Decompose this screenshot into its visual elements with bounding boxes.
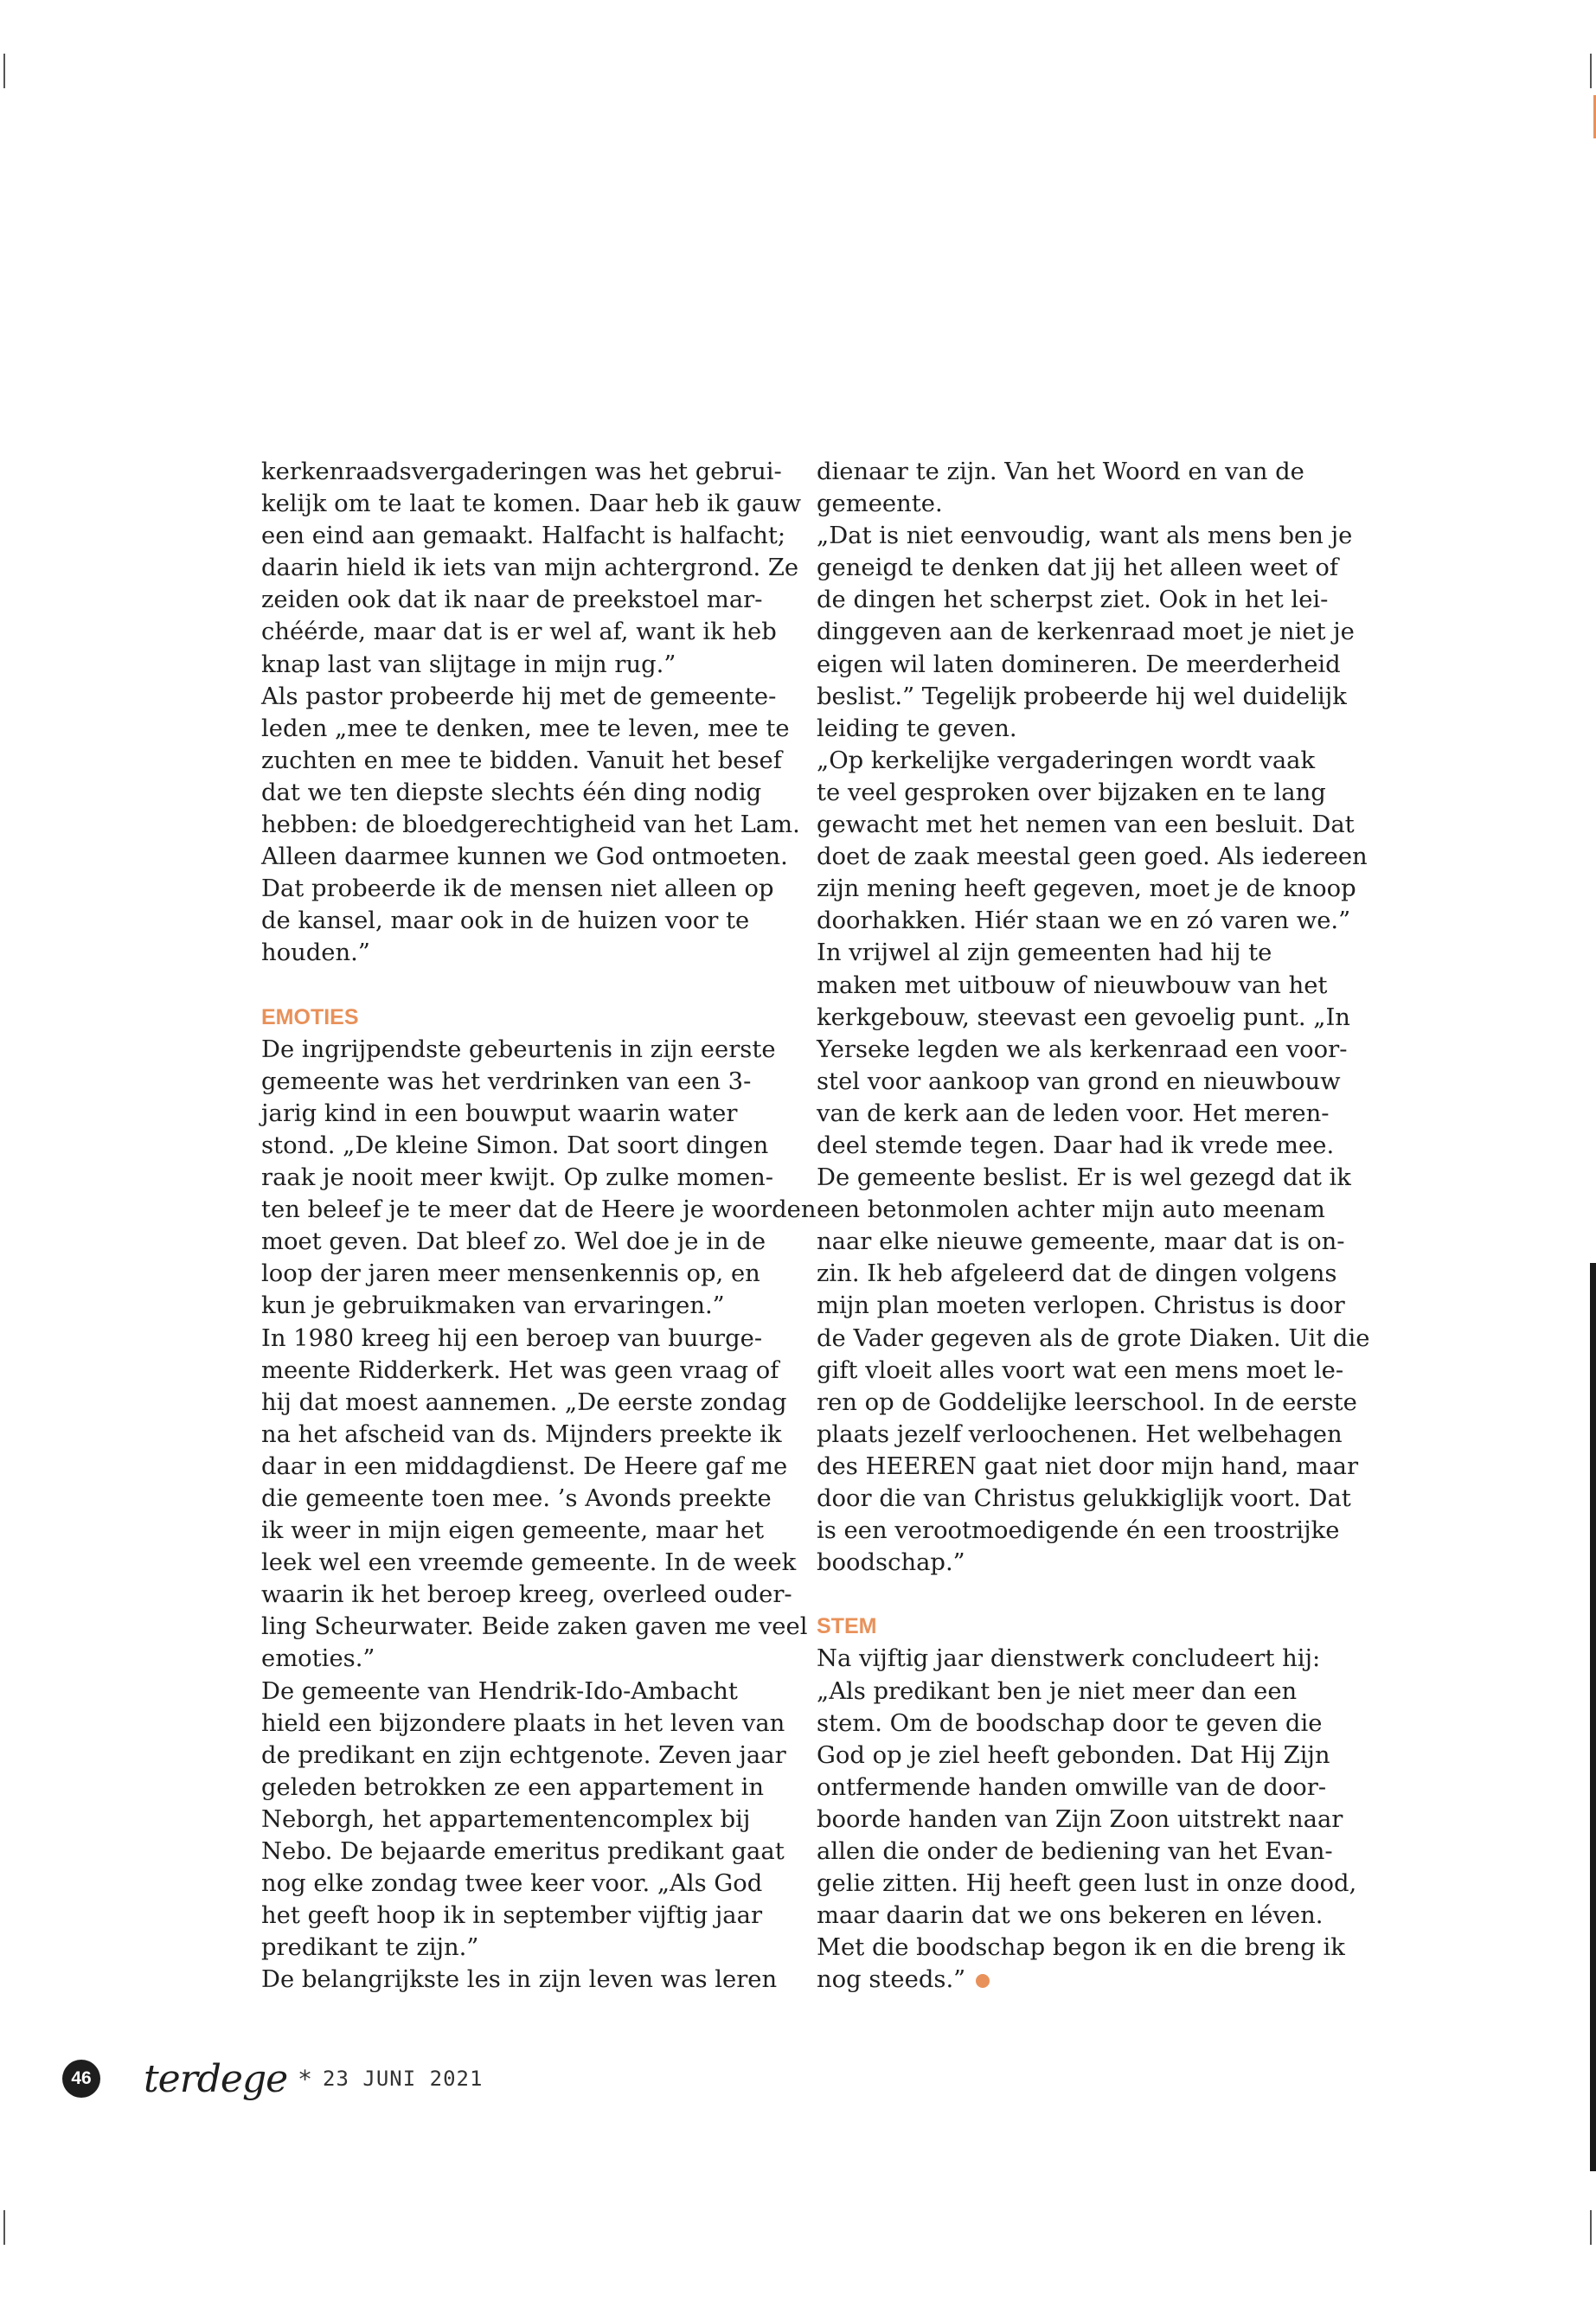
text-line: daarin hield ik iets van mijn achtergrond. Ze — [261, 554, 799, 582]
text-line: chéérde, maar dat is er wel af, want ik heb — [261, 619, 777, 646]
text-line: boorde handen van Zijn Zoon uitstrekt naar — [817, 1805, 1343, 1833]
text-line: geleden betrokken ze een appartement in — [261, 1773, 764, 1801]
text-line: „Op kerkelijke vergaderingen wordt vaak — [817, 747, 1316, 774]
text-line: „Dat is niet eenvoudig, want als mens ben je — [817, 522, 1353, 550]
text-line: de Vader gegeven als de grote Diaken. Uit die — [817, 1324, 1370, 1352]
text-line: dienaar te zijn. Van het Woord en van de — [817, 458, 1304, 485]
text-line: In vrijwel al zijn gemeenten had hij te — [817, 939, 1272, 967]
text-line: nog elke zondag twee keer voor. „Als God — [261, 1870, 763, 1898]
text-line: eigen wil laten domineren. De meerderheid — [817, 651, 1341, 678]
crop-mark-bottom-right — [1590, 2210, 1592, 2245]
section-heading-emoties: EMOTIES — [261, 1004, 359, 1029]
text-line: allen die onder de bediening van het Evan- — [817, 1838, 1333, 1866]
page-footer — [62, 2057, 483, 2100]
text-line: zeiden ook dat ik naar de preekstoel mar- — [261, 586, 763, 614]
text-line: die gemeente toen mee. ’s Avonds preekte — [261, 1485, 772, 1512]
text-line: predikant te zijn.” — [261, 1934, 479, 1962]
page-number-badge: 46 — [62, 2060, 100, 2098]
text-line: de predikant en zijn echtgenote. Zeven jaar — [261, 1741, 786, 1769]
text-line: God op je ziel heeft gebonden. Dat Hij Zijn — [817, 1741, 1330, 1769]
text-line: een eind aan gemaakt. Halfacht is halfacht; — [261, 522, 786, 550]
crop-mark-top-right — [1590, 54, 1592, 88]
article-column-right — [817, 456, 1370, 1997]
text-line: plaats jezelf verloochenen. Het welbehagen — [817, 1420, 1343, 1448]
text-line: Met die boodschap begon ik en die breng ik — [817, 1934, 1345, 1962]
text-line: ling Scheurwater. Beide zaken gaven me veel — [261, 1613, 808, 1641]
text-line: nog steeds.” — [817, 1964, 1344, 1996]
paragraph-block — [817, 456, 1370, 1579]
text-line: kelijk om te laat te komen. Daar heb ik gauw — [261, 490, 802, 518]
text-line: Alleen daarmee kunnen we God ontmoeten. — [261, 843, 788, 871]
text-line: In 1980 kreeg hij een beroep van buurge- — [261, 1324, 763, 1352]
text-line: stond. „De kleine Simon. Dat soort dingen — [261, 1131, 769, 1159]
text-line: doet de zaak meestal geen goed. Als iedereen — [817, 843, 1368, 871]
text-line: loop der jaren meer mensenkennis op, en — [261, 1260, 760, 1288]
text-line: „Als predikant ben je niet meer dan een — [817, 1677, 1298, 1705]
text-line: ik weer in mijn eigen gemeente, maar het — [261, 1517, 765, 1545]
text-line: ten beleef je te meer dat de Heere je woorden — [261, 1196, 817, 1224]
paragraph-block — [261, 1034, 817, 1997]
text-line: Na vijftig jaar dienstwerk concludeert hij: — [817, 1645, 1321, 1673]
text-line: zuchten en mee te bidden. Vanuit het besef — [261, 747, 782, 774]
text-line: Yerseke legden we als kerkenraad een voor- — [817, 1035, 1348, 1063]
text-line: deel stemde tegen. Daar had ik vrede mee. — [817, 1131, 1335, 1159]
text-line: naar elke nieuwe gemeente, maar dat is on- — [817, 1228, 1345, 1256]
adjacent-page-edge-dark — [1590, 1263, 1596, 2171]
section-heading-stem: STEM — [817, 1614, 877, 1639]
text-line: gift vloeit alles voort wat een mens moet le- — [817, 1356, 1344, 1384]
text-line: maken met uitbouw of nieuwbouw van het — [817, 971, 1328, 999]
text-line: daar in een middagdienst. De Heere gaf me — [261, 1452, 788, 1480]
article-column-left — [261, 456, 817, 1997]
text-line: beslist.” Tegelijk probeerde hij wel duidelijk — [817, 683, 1347, 710]
paragraph-block — [817, 1643, 1357, 1996]
text-line: dinggeven aan de kerkenraad moet je niet je — [817, 619, 1355, 646]
end-of-article-dot-icon — [976, 1974, 990, 1988]
issue-date: 23 JUNI 2021 — [323, 2067, 484, 2091]
text-line: zijn mening heeft gegeven, moet je de knoop — [817, 875, 1356, 903]
text-line: leiding te geven. — [817, 715, 1017, 742]
text-line: dat we ten diepste slechts één ding nodig — [261, 779, 762, 806]
text-line: emoties.” — [261, 1645, 375, 1673]
text-line: leden „mee te denken, mee te leven, mee te — [261, 715, 790, 742]
text-line: De ingrijpendste gebeurtenis in zijn eerste — [261, 1035, 776, 1063]
text-line: meente Ridderkerk. Het was geen vraag of — [261, 1356, 779, 1384]
text-line: houden.” — [261, 939, 370, 967]
footer-separator-icon: * — [298, 2064, 313, 2093]
text-line: De gemeente beslist. Er is wel gezegd dat ik — [817, 1164, 1351, 1192]
text-line: des HEEREN gaat niet door mijn hand, maar — [817, 1452, 1359, 1480]
text-line: waarin ik het beroep kreeg, overleed ouder- — [261, 1581, 792, 1609]
text-line: knap last van slijtage in mijn rug.” — [261, 651, 676, 678]
text-line: een betonmolen achter mijn auto meenam — [817, 1196, 1325, 1224]
text-line: doorhakken. Hiér staan we en zó varen we.” — [817, 907, 1351, 935]
text-line: van de kerk aan de leden voor. Het meren- — [817, 1099, 1330, 1127]
text-line: te veel gesproken over bijzaken en te lang — [817, 779, 1326, 806]
text-line: kerkgebouw, steevast een gevoelig punt. „In — [817, 1003, 1350, 1031]
text-line: gemeente was het verdrinken van een 3- — [261, 1067, 752, 1095]
text-line: leek wel een vreemde gemeente. In de week — [261, 1549, 797, 1577]
text-line: is een verootmoedigende én een troostrijke — [817, 1517, 1340, 1545]
text-line: stel voor aankoop van grond en nieuwbouw — [817, 1067, 1341, 1095]
text-line: geneigd te denken dat jij het alleen weet of — [817, 554, 1339, 582]
text-line: raak je nooit meer kwijt. Op zulke momen- — [261, 1164, 774, 1192]
text-line: kun je gebruikmaken van ervaringen.” — [261, 1292, 725, 1320]
spacer — [817, 1579, 1344, 1611]
magazine-logo: terdege — [144, 2056, 288, 2101]
text-line: de dingen het scherpst ziet. Ook in het lei- — [817, 586, 1329, 614]
text-line: de kansel, maar ook in de huizen voor te — [261, 907, 750, 935]
text-line: kerkenraadsvergaderingen was het gebrui- — [261, 458, 782, 485]
text-line: door die van Christus gelukkiglijk voort. Dat — [817, 1485, 1351, 1512]
text-line: het geeft hoop ik in september vijftig jaar — [261, 1902, 763, 1930]
text-line: ontfermende handen omwille van de door- — [817, 1773, 1327, 1801]
text-line: ren op de Goddelijke leerschool. In de eerste — [817, 1388, 1357, 1416]
text-line: gemeente. — [817, 490, 943, 518]
text-line: mijn plan moeten verlopen. Christus is door — [817, 1292, 1345, 1320]
text-line: hebben: de bloedgerechtigheid van het Lam. — [261, 811, 800, 839]
crop-mark-bottom-left — [3, 2210, 5, 2245]
text-line: zin. Ik heb afgeleerd dat de dingen volgens — [817, 1260, 1337, 1288]
text-line: moet geven. Dat bleef zo. Wel doe je in de — [261, 1228, 766, 1256]
text-line: hield een bijzondere plaats in het leven van — [261, 1709, 785, 1737]
text-line: Als pastor probeerde hij met de gemeente- — [261, 683, 777, 710]
text-line: gewacht met het nemen van een besluit. Dat — [817, 811, 1355, 839]
text-line: na het afscheid van ds. Mijnders preekte ik — [261, 1420, 782, 1448]
text-line: Dat probeerde ik de mensen niet alleen op — [261, 875, 774, 903]
text-line: De belangrijkste les in zijn leven was leren — [261, 1966, 778, 1994]
text-line: gelie zitten. Hij heeft geen lust in onze dood, — [817, 1870, 1357, 1898]
text-line: jarig kind in een bouwput waarin water — [261, 1099, 738, 1127]
spacer — [261, 970, 789, 1002]
text-line: maar daarin dat we ons bekeren en léven. — [817, 1902, 1324, 1930]
text-line: De gemeente van Hendrik-Ido-Ambacht — [261, 1677, 738, 1705]
text-line: boodschap.” — [817, 1549, 965, 1577]
text-line: Neborgh, het appartementencomplex bij — [261, 1805, 751, 1833]
text-line: stem. Om de boodschap door te geven die — [817, 1709, 1323, 1737]
text-line: hij dat moest aannemen. „De eerste zondag — [261, 1388, 787, 1416]
text-line: Nebo. De bejaarde emeritus predikant gaat — [261, 1838, 785, 1866]
paragraph-block — [261, 456, 802, 970]
crop-mark-top-left — [3, 54, 5, 88]
